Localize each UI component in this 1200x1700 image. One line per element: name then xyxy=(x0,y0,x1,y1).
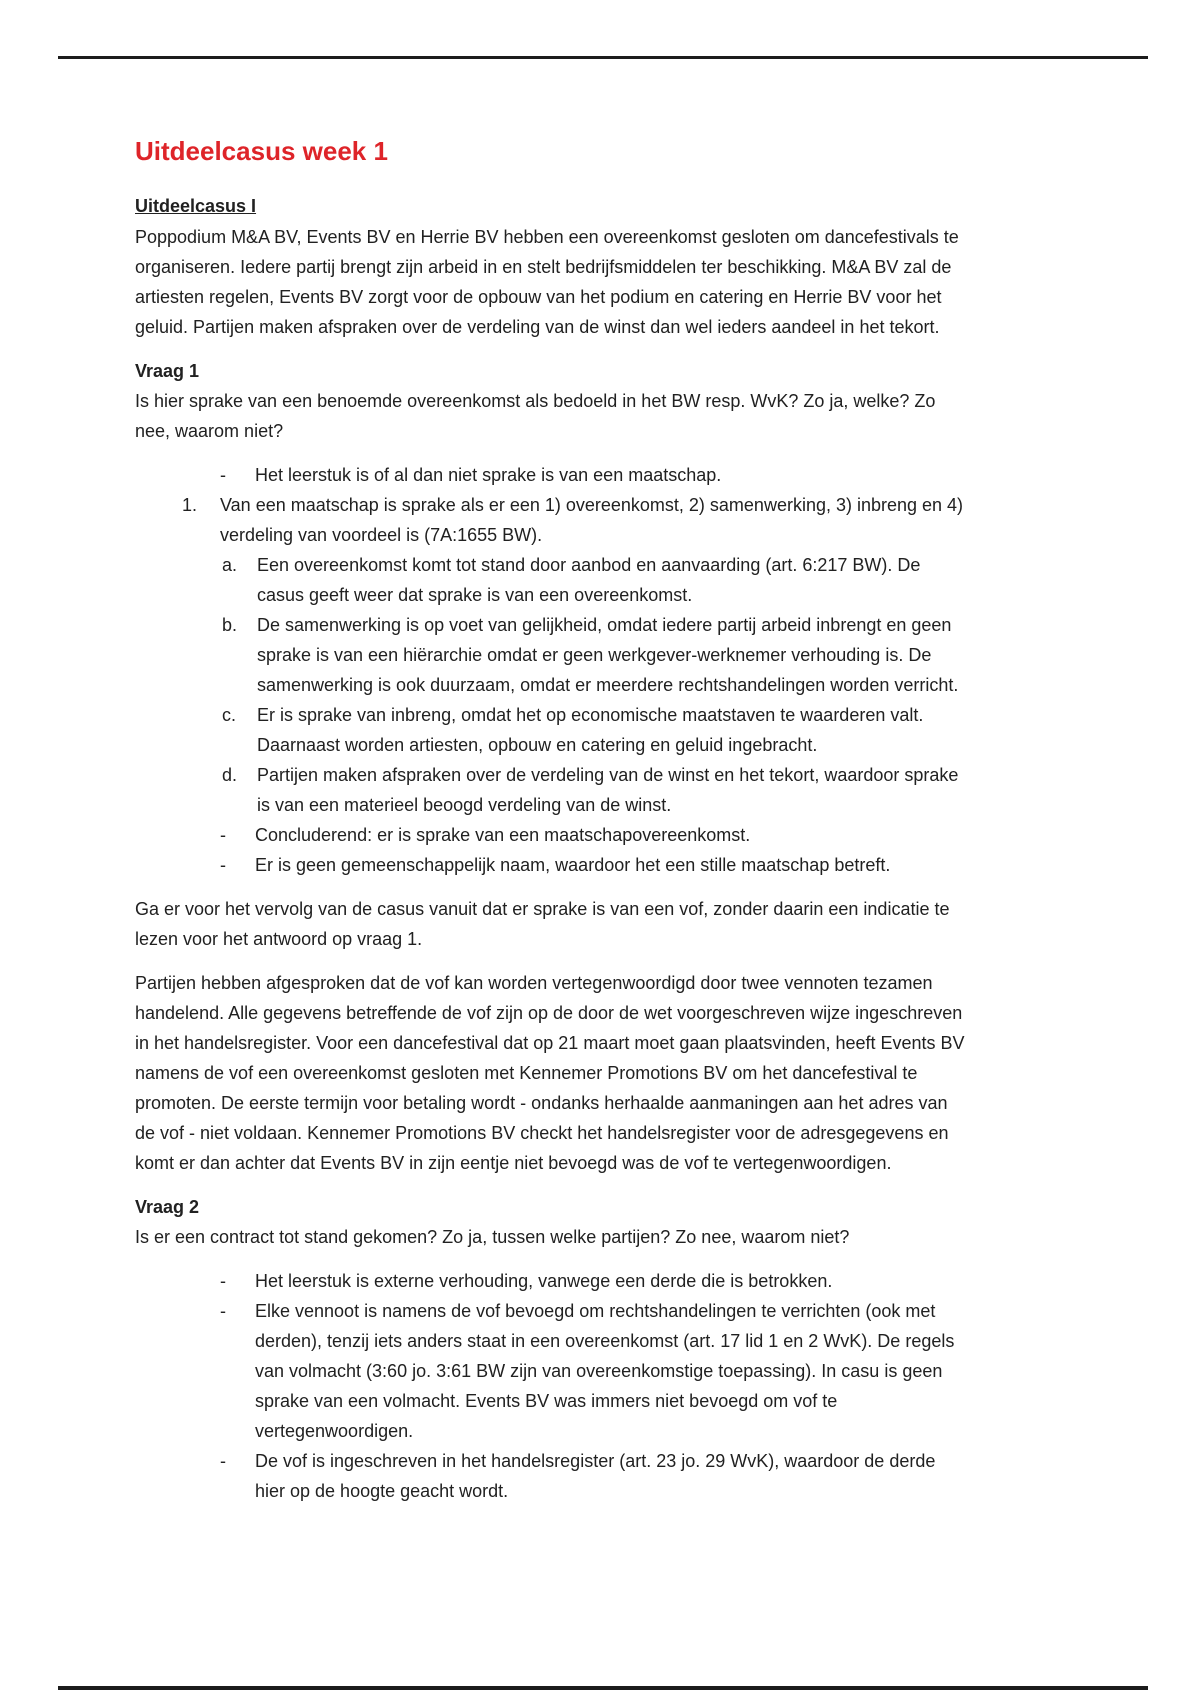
list-text: De samenwerking is op voet van gelijkheid, omdat iedere partij arbeid inbrengt en geen sprake is van een hiërarchie omdat er geen werkgever-werknemer verhouding is. De samenwerking is ook duurzaam, omdat er meerdere rechtshandelingen worden verricht. xyxy=(257,615,959,695)
list-text: De vof is ingeschreven in het handelsregister (art. 23 jo. 29 WvK), waardoor de derde hier op de hoogte geacht wordt. xyxy=(255,1451,936,1501)
question-2-text: Is er een contract tot stand gekomen? Zo ja, tussen welke partijen? Zo nee, waarom niet? xyxy=(135,1227,850,1247)
list-marker: - xyxy=(220,1451,226,1471)
bottom-divider xyxy=(58,1686,1148,1690)
list-item xyxy=(135,1296,967,1446)
question-2-answer-list xyxy=(135,1266,967,1506)
list-item xyxy=(135,1446,967,1506)
list-item xyxy=(135,700,967,760)
list-item xyxy=(135,490,967,550)
list-marker: - xyxy=(220,855,226,875)
list-marker: d. xyxy=(222,765,238,785)
page-title: Uitdeelcasus week 1 xyxy=(135,136,388,166)
question-1-heading: Vraag 1 xyxy=(135,361,200,381)
list-item xyxy=(135,820,967,850)
question-1-answer-list xyxy=(135,460,967,880)
list-text: Er is geen gemeenschappelijk naam, waardoor het een stille maatschap betreft. xyxy=(255,855,891,875)
list-item xyxy=(135,1266,967,1296)
list-text: Elke vennoot is namens de vof bevoegd om rechtshandelingen te verrichten (ook met derden), tenzij iets anders staat in een overeenkomst (art. 17 lid 1 en 2 WvK). De regels van volmacht (3:60 jo. 3:61 BW zijn van overeenkomstige toepassing). In casu is geen sprake van een volmacht. Events BV was immers niet bevoegd om vof te vertegenwoordigen. xyxy=(255,1301,955,1441)
transition-paragraph-2: Partijen hebben afgesproken dat de vof kan worden vertegenwoordigd door twee vennoten tezamen handelend. Alle gegevens betreffende de vof zijn op de door de wet voorgeschreven wijze ingeschreven in het handelsregister. Voor een dancefestival dat op 21 maart moet gaan plaatsvinden, heeft Events BV namens de vof een overeenkomst gesloten met Kennemer Promotions BV om het dancefestival te promoten. De eerste termijn voor betaling wordt - ondanks herhaalde aanmaningen aan het adres van de vof - niet voldaan. Kennemer Promotions BV checkt het handelsregister voor de adresgegevens en komt er dan achter dat Events BV in zijn eentje niet bevoegd was de vof te vertegenwoordigen. xyxy=(135,973,965,1173)
list-text: Het leerstuk is of al dan niet sprake is van een maatschap. xyxy=(255,465,722,485)
case-heading: Uitdeelcasus I xyxy=(135,196,257,216)
top-divider xyxy=(58,56,1148,59)
list-marker: - xyxy=(220,1271,226,1291)
list-item xyxy=(135,610,967,700)
list-item xyxy=(135,550,967,610)
list-item xyxy=(135,850,967,880)
question-2-heading: Vraag 2 xyxy=(135,1197,200,1217)
list-text: Het leerstuk is externe verhouding, vanwege een derde die is betrokken. xyxy=(255,1271,833,1291)
list-marker: - xyxy=(220,1301,226,1321)
list-marker: 1. xyxy=(182,495,198,515)
case-intro-paragraph: Poppodium M&A BV, Events BV en Herrie BV hebben een overeenkomst gesloten om dancefestivals te organiseren. Iedere partij brengt zijn arbeid in en stelt bedrijfsmiddelen ter beschikking. M&A BV zal de artiesten regelen, Events BV zorgt voor de opbouw van het podium en catering en Herrie BV voor het geluid. Partijen maken afspraken over de verdeling van de winst dan wel ieders aandeel in het tekort. xyxy=(135,227,959,337)
list-text: Partijen maken afspraken over de verdeling van de winst en het tekort, waardoor sprake is van een materieel beoogd verdeling van de winst. xyxy=(257,765,959,815)
list-item xyxy=(135,760,967,820)
list-marker: b. xyxy=(222,615,238,635)
list-text: Van een maatschap is sprake als er een 1) overeenkomst, 2) samenwerking, 3) inbreng en 4) verdeling van voordeel is (7A:1655 BW). xyxy=(220,495,964,545)
document-content xyxy=(135,134,967,1520)
list-marker: - xyxy=(220,465,226,485)
list-marker: a. xyxy=(222,555,238,575)
list-item xyxy=(135,460,967,490)
list-text: Concluderend: er is sprake van een maatschapovereenkomst. xyxy=(255,825,751,845)
question-1-text: Is hier sprake van een benoemde overeenkomst als bedoeld in het BW resp. WvK? Zo ja, welke? Zo nee, waarom niet? xyxy=(135,391,936,441)
transition-paragraph-1: Ga er voor het vervolg van de casus vanuit dat er sprake is van een vof, zonder daarin een indicatie te lezen voor het antwoord op vraag 1. xyxy=(135,899,950,949)
list-text: Er is sprake van inbreng, omdat het op economische maatstaven te waarderen valt. Daarnaast worden artiesten, opbouw en catering en geluid ingebracht. xyxy=(257,705,924,755)
list-marker: c. xyxy=(222,705,237,725)
list-marker: - xyxy=(220,825,226,845)
list-text: Een overeenkomst komt tot stand door aanbod en aanvaarding (art. 6:217 BW). De casus geeft weer dat sprake is van een overeenkomst. xyxy=(257,555,921,605)
